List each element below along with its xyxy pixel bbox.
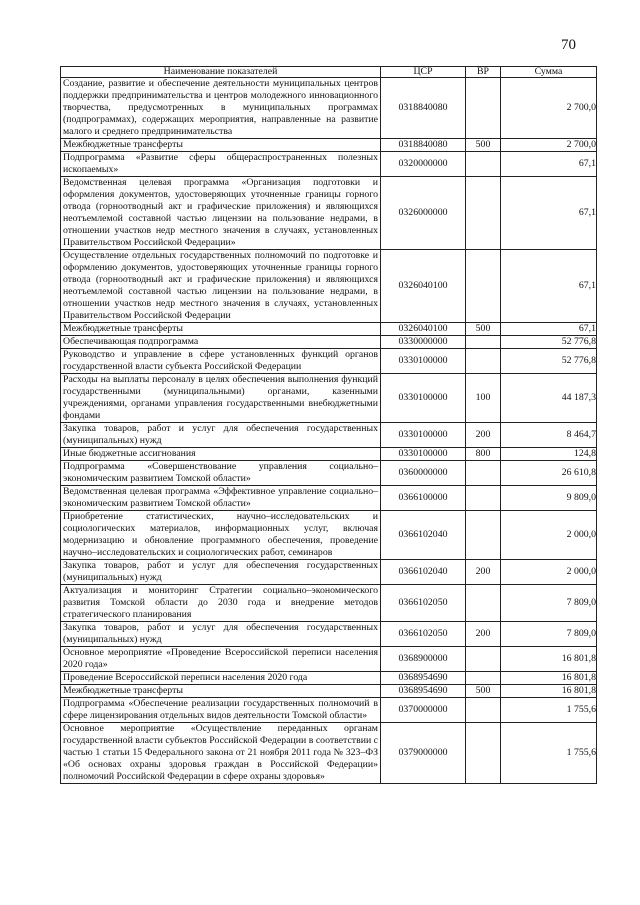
row-csr-cell: 0366100000 [381, 486, 466, 511]
row-vr-cell: 500 [466, 685, 501, 698]
table-row [61, 250, 597, 323]
row-sum-cell: 7 809,0 [501, 622, 597, 647]
row-name-cell: Межбюджетные трансферты [61, 685, 381, 698]
row-sum-cell: 2 700,0 [501, 139, 597, 152]
row-csr-cell: 0330100000 [381, 349, 466, 374]
row-sum-cell: 16 801,8 [501, 672, 597, 685]
row-vr-cell: 800 [466, 448, 501, 461]
row-name-cell: Ведомственная целевая программа «Организация подготовки и оформления документов, удостоверяющих уточненные границы горного отвода (горноотводный акт и графические приложения) и являющихся неотъемлемой составной частью лицензии на пользование недрами, в отношении участков недр местного значения в случаях, установленных Правительством Российской Федерации» [61, 177, 381, 250]
row-vr-cell: 100 [466, 374, 501, 423]
row-sum-cell: 67,1 [501, 177, 597, 250]
page-number: 70 [561, 37, 576, 53]
table-row [61, 423, 597, 448]
table-row [61, 672, 597, 685]
row-vr-cell [466, 349, 501, 374]
table-row [61, 152, 597, 177]
table-row [61, 374, 597, 423]
row-sum-cell: 7 809,0 [501, 585, 597, 622]
row-sum-cell: 1 755,6 [501, 698, 597, 723]
row-name-cell: Подпрограмма «Совершенствование управления социально–экономическим развитием Томской области» [61, 461, 381, 486]
row-name-cell: Межбюджетные трансферты [61, 139, 381, 152]
row-name-cell: Актуализация и мониторинг Стратегии социально–экономического развития Томской области до 2030 года и внедрение методов стратегического планирования [61, 585, 381, 622]
row-name-cell: Межбюджетные трансферты [61, 323, 381, 336]
row-sum-cell: 16 801,8 [501, 647, 597, 672]
row-name-cell: Подпрограмма «Обеспечение реализации государственных полномочий в сфере лицензирования отдельных видов деятельности Томской области» [61, 698, 381, 723]
table-row [61, 336, 597, 349]
row-name-cell: Приобретение статистических, научно–исследовательских и социологических материалов, информационных услуг, включая модернизацию и обновление программного обеспечения, проведение научно–исследовательских и социологических работ, семинаров [61, 511, 381, 560]
row-csr-cell: 0330100000 [381, 448, 466, 461]
row-csr-cell: 0320000000 [381, 152, 466, 177]
row-vr-cell [466, 723, 501, 784]
row-vr-cell [466, 511, 501, 560]
table-row [61, 486, 597, 511]
row-csr-cell: 0318840080 [381, 139, 466, 152]
row-name-cell: Обеспечивающая подпрограмма [61, 336, 381, 349]
table-row [61, 448, 597, 461]
row-csr-cell: 0326040100 [381, 323, 466, 336]
row-vr-cell: 500 [466, 323, 501, 336]
table-row [61, 78, 597, 139]
row-name-cell: Ведомственная целевая программа «Эффективное управление социально–экономическим развитием Томской области» [61, 486, 381, 511]
row-sum-cell: 67,1 [501, 323, 597, 336]
row-name-cell: Закупка товаров, работ и услуг для обеспечения государственных (муниципальных) нужд [61, 423, 381, 448]
table-row [61, 139, 597, 152]
row-csr-cell: 0326040100 [381, 250, 466, 323]
row-vr-cell [466, 250, 501, 323]
row-sum-cell: 1 755,6 [501, 723, 597, 784]
table-row [61, 177, 597, 250]
row-vr-cell [466, 336, 501, 349]
row-csr-cell: 0379000000 [381, 723, 466, 784]
budget-table [60, 66, 597, 784]
row-csr-cell: 0366102040 [381, 560, 466, 585]
column-header-csr: ЦСР [381, 67, 466, 78]
row-vr-cell [466, 647, 501, 672]
row-name-cell: Руководство и управление в сфере установленных функций органов государственной власти субъекта Российской Федерации [61, 349, 381, 374]
row-csr-cell: 0366102050 [381, 622, 466, 647]
table-row [61, 560, 597, 585]
row-sum-cell: 52 776,8 [501, 349, 597, 374]
table-row [61, 622, 597, 647]
row-csr-cell: 0368954690 [381, 672, 466, 685]
row-name-cell: Создание, развитие и обеспечение деятельности муниципальных центров поддержки предпринимательства и центров молодежного инновационного творчества, предусмотренных в муниципальных программах (подпрограммах), содержащих мероприятия, направленные на развитие малого и среднего предпринимательства [61, 78, 381, 139]
row-sum-cell: 8 464,7 [501, 423, 597, 448]
row-csr-cell: 0366102050 [381, 585, 466, 622]
table-row [61, 647, 597, 672]
row-vr-cell: 200 [466, 423, 501, 448]
row-name-cell: Закупка товаров, работ и услуг для обеспечения государственных (муниципальных) нужд [61, 560, 381, 585]
row-vr-cell [466, 177, 501, 250]
row-name-cell: Осуществление отдельных государственных полномочий по подготовке и оформлению документов, удостоверяющих уточненные границы горного отвода (горноотводный акт и графические приложения) и являющихся неотъемлемой составной частью лицензии на пользование недрами, в отношении участков недр местного значения в случаях, установленных Правительством Российской Федерации [61, 250, 381, 323]
row-vr-cell [466, 672, 501, 685]
row-name-cell: Иные бюджетные ассигнования [61, 448, 381, 461]
column-header-sum: Сумма [501, 67, 597, 78]
table-row [61, 723, 597, 784]
row-sum-cell: 124,8 [501, 448, 597, 461]
row-vr-cell [466, 461, 501, 486]
row-vr-cell: 200 [466, 560, 501, 585]
row-sum-cell: 2 700,0 [501, 78, 597, 139]
row-vr-cell [466, 78, 501, 139]
row-name-cell: Проведение Всероссийской переписи населения 2020 года [61, 672, 381, 685]
row-csr-cell: 0330100000 [381, 374, 466, 423]
row-sum-cell: 52 776,8 [501, 336, 597, 349]
row-csr-cell: 0330000000 [381, 336, 466, 349]
row-csr-cell: 0360000000 [381, 461, 466, 486]
row-vr-cell [466, 585, 501, 622]
table-row [61, 349, 597, 374]
row-vr-cell [466, 486, 501, 511]
row-name-cell: Расходы на выплаты персоналу в целях обеспечения выполнения функций государственными (муниципальными) органами, казенными учреждениями, органами управления государственными внебюджетными фондами [61, 374, 381, 423]
table-row [61, 698, 597, 723]
table-row [61, 461, 597, 486]
row-sum-cell: 26 610,8 [501, 461, 597, 486]
row-csr-cell: 0368954690 [381, 685, 466, 698]
row-csr-cell: 0318840080 [381, 78, 466, 139]
row-name-cell: Основное мероприятие «Осуществление переданных органам государственной власти субъектов Российской Федерации в соответствии с частью 1 статьи 15 Федерального закона от 21 ноября 2011 года № 323–ФЗ «Об основах охраны здоровья граждан в Российской Федерации» полномочий Российской Федерации в сфере охраны здоровья» [61, 723, 381, 784]
column-header-name: Наименование показателей [61, 67, 381, 78]
table-row [61, 511, 597, 560]
row-vr-cell [466, 698, 501, 723]
column-header-vr: ВР [466, 67, 501, 78]
row-sum-cell: 9 809,0 [501, 486, 597, 511]
row-sum-cell: 67,1 [501, 152, 597, 177]
table-body [61, 78, 597, 784]
row-sum-cell: 44 187,3 [501, 374, 597, 423]
row-csr-cell: 0370000000 [381, 698, 466, 723]
row-name-cell: Закупка товаров, работ и услуг для обеспечения государственных (муниципальных) нужд [61, 622, 381, 647]
table-row [61, 685, 597, 698]
row-vr-cell [466, 152, 501, 177]
row-csr-cell: 0330100000 [381, 423, 466, 448]
row-csr-cell: 0326000000 [381, 177, 466, 250]
row-csr-cell: 0366102040 [381, 511, 466, 560]
row-sum-cell: 2 000,0 [501, 511, 597, 560]
table-row [61, 323, 597, 336]
row-vr-cell: 200 [466, 622, 501, 647]
row-name-cell: Подпрограмма «Развитие сферы общераспространенных полезных ископаемых» [61, 152, 381, 177]
row-sum-cell: 67,1 [501, 250, 597, 323]
table-row [61, 585, 597, 622]
row-sum-cell: 16 801,8 [501, 685, 597, 698]
row-sum-cell: 2 000,0 [501, 560, 597, 585]
table-header-row [61, 67, 597, 78]
row-csr-cell: 0368900000 [381, 647, 466, 672]
row-name-cell: Основное мероприятие «Проведение Всероссийской переписи населения 2020 года» [61, 647, 381, 672]
row-vr-cell: 500 [466, 139, 501, 152]
